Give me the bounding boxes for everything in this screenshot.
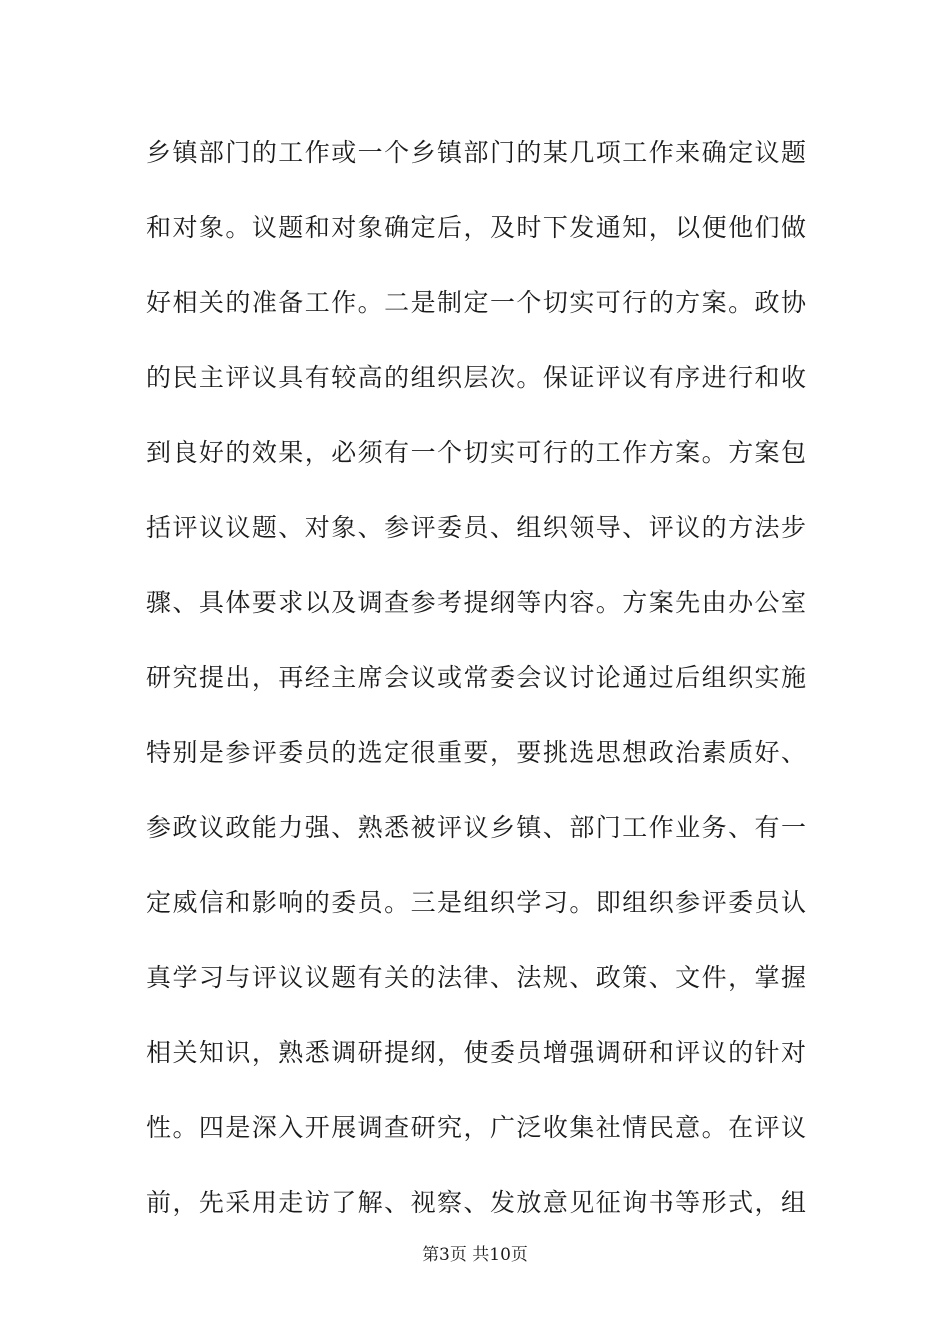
page-footer: 第3页 共10页 xyxy=(422,1245,528,1265)
text-line: 定威信和影响的委员。三是组织学习。即组织参评委员认 xyxy=(146,888,806,917)
text-line: 好相关的准备工作。二是制定一个切实可行的方案。政协 xyxy=(146,288,806,317)
text-line: 乡镇部门的工作或一个乡镇部门的某几项工作来确定议题 xyxy=(146,138,806,167)
text-line: 前，先采用走访了解、视察、发放意见征询书等形式，组 xyxy=(146,1188,806,1217)
text-line: 和对象。议题和对象确定后，及时下发通知，以便他们做 xyxy=(146,213,806,242)
text-line: 的民主评议具有较高的组织层次。保证评议有序进行和收 xyxy=(146,363,806,392)
text-line: 研究提出，再经主席会议或常委会议讨论通过后组织实施 xyxy=(146,663,806,692)
text-line: 性。四是深入开展调查研究，广泛收集社情民意。在评议 xyxy=(146,1113,806,1142)
text-line: 括评议议题、对象、参评委员、组织领导、评议的方法步 xyxy=(146,513,806,542)
text-line: 特别是参评委员的选定很重要，要挑选思想政治素质好、 xyxy=(146,738,806,767)
text-line: 真学习与评议议题有关的法律、法规、政策、文件，掌握 xyxy=(146,963,806,992)
text-line: 骤、具体要求以及调查参考提纲等内容。方案先由办公室 xyxy=(146,588,806,617)
body-text xyxy=(146,127,806,1252)
text-line: 到良好的效果，必须有一个切实可行的工作方案。方案包 xyxy=(146,438,806,467)
text-line: 相关知识，熟悉调研提纲，使委员增强调研和评议的针对 xyxy=(146,1038,806,1067)
text-line: 参政议政能力强、熟悉被评议乡镇、部门工作业务、有一 xyxy=(146,813,806,842)
